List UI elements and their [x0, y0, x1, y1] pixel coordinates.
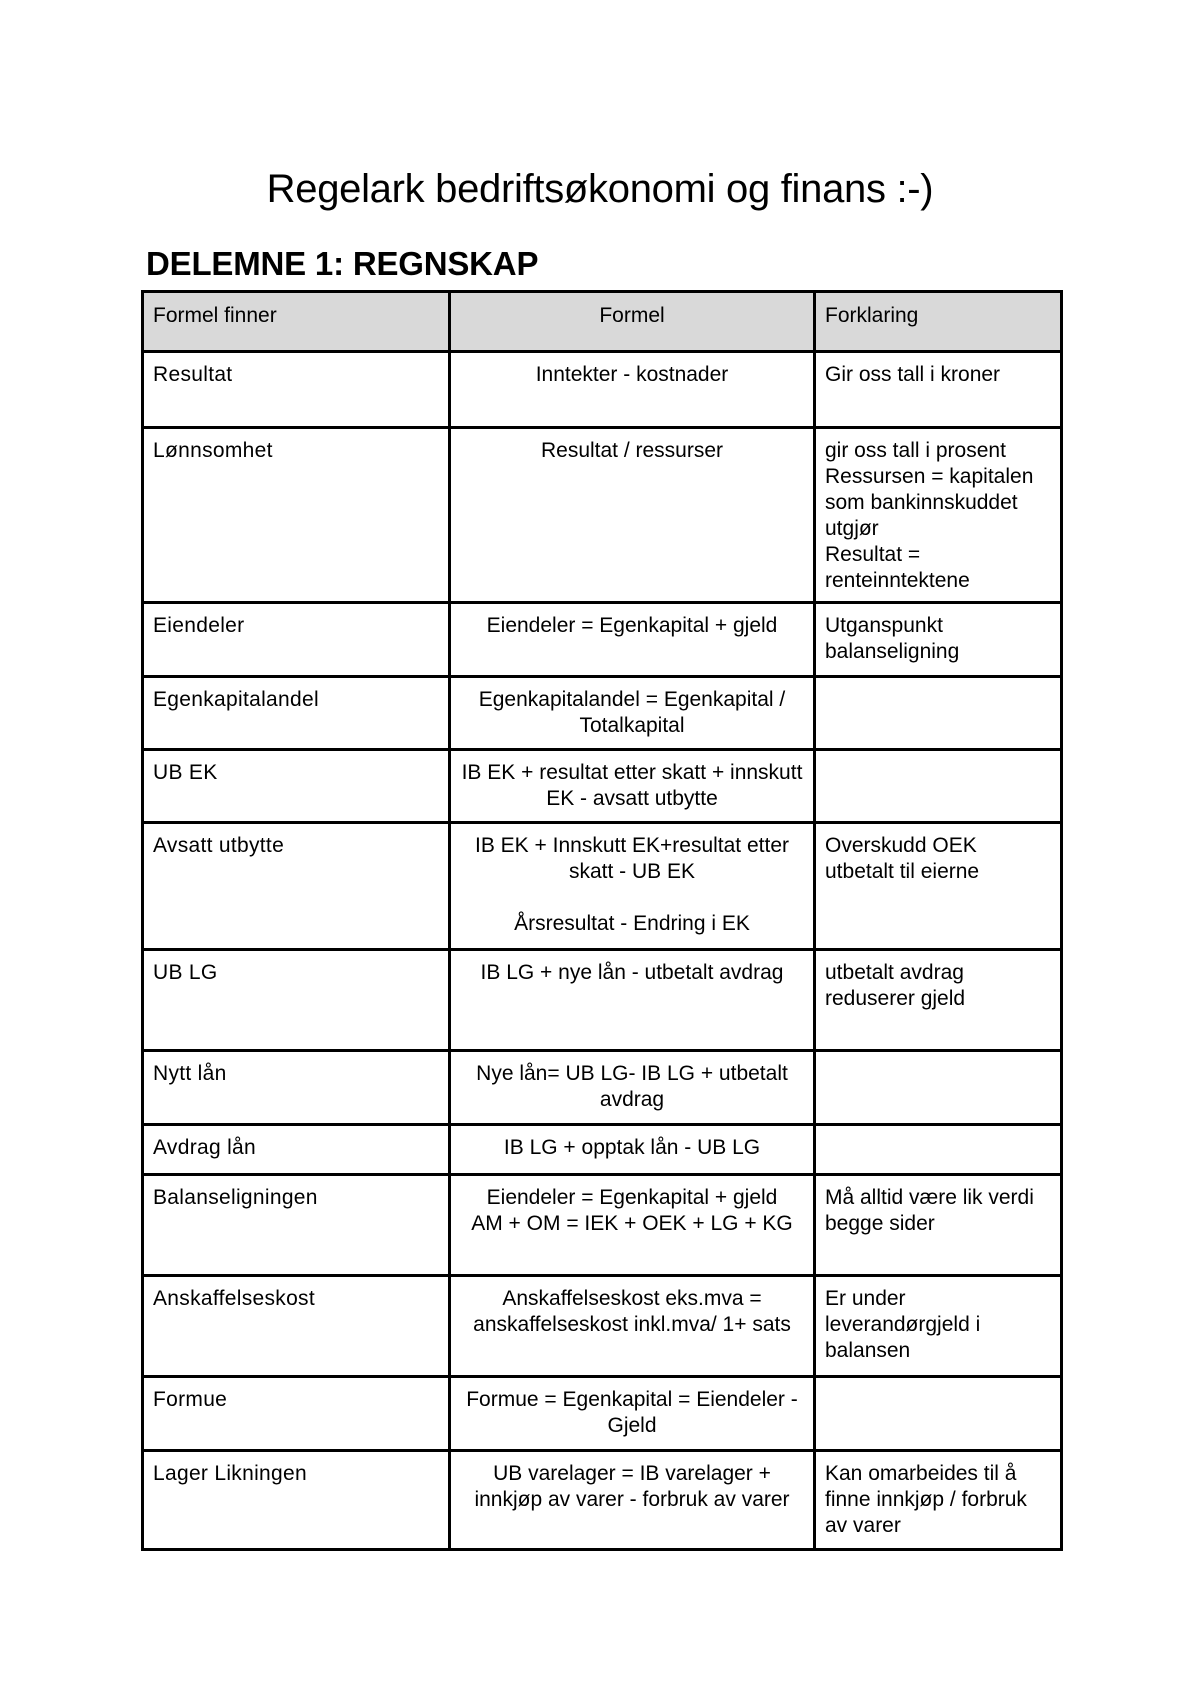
table-row	[143, 428, 1062, 603]
row-formula	[450, 1377, 815, 1451]
row-explanation	[815, 603, 1062, 677]
row-name: Avdrag lån	[143, 1125, 450, 1175]
row-name: Lager Likningen	[143, 1451, 450, 1550]
table-row	[143, 1451, 1062, 1550]
row-explanation	[815, 1451, 1062, 1550]
table-row	[143, 950, 1062, 1051]
row-formula	[450, 1125, 815, 1175]
row-explanation	[815, 428, 1062, 603]
header-row	[143, 292, 1062, 352]
row-formula	[450, 1175, 815, 1276]
row-formula	[450, 1051, 815, 1125]
row-formula	[450, 823, 815, 950]
formula-line: Eiendeler = Egenkapital + gjeld	[486, 1186, 778, 1209]
row-name: Anskaffelseskost	[143, 1276, 450, 1377]
formula-line: AM + OM = IEK + OEK + LG + KG	[471, 1212, 793, 1235]
explanation-text: Resultat = renteinntektene	[825, 543, 970, 592]
formula-line: IB EK + Innskutt EK+resultat etter skatt - UB EK	[475, 834, 789, 883]
row-formula	[450, 1276, 815, 1377]
formula-line: Inntekter - kostnader	[535, 363, 729, 386]
row-explanation	[815, 823, 1062, 950]
formula-line: Egenkapitalandel = Egenkapital / Totalkapital	[478, 688, 786, 737]
row-formula	[450, 603, 815, 677]
table-row	[143, 1125, 1062, 1175]
row-formula	[450, 1451, 815, 1550]
header-forklaring: Forklaring	[815, 292, 1062, 352]
formula-line: Formue = Egenkapital = Eiendeler - Gjeld	[466, 1388, 798, 1437]
table-row	[143, 750, 1062, 823]
row-formula	[450, 677, 815, 750]
explanation-text: Kan omarbeides til å finne innkjøp / forbruk av varer	[825, 1462, 1027, 1537]
table-row	[143, 1175, 1062, 1276]
table-row	[143, 352, 1062, 428]
row-name: UB LG	[143, 950, 450, 1051]
explanation-text: Må alltid være lik verdi begge sider	[825, 1186, 1034, 1235]
row-formula	[450, 750, 815, 823]
row-name: Resultat	[143, 352, 450, 428]
row-explanation	[815, 1175, 1062, 1276]
formula-gap	[460, 885, 804, 911]
explanation-text: gir oss tall i prosent	[825, 439, 1006, 462]
row-explanation	[815, 352, 1062, 428]
formula-line: Anskaffelseskost eks.mva = anskaffelseskost inkl.mva/ 1+ sats	[473, 1287, 791, 1336]
row-explanation	[815, 677, 1062, 750]
row-name: Egenkapitalandel	[143, 677, 450, 750]
row-formula	[450, 428, 815, 603]
row-formula	[450, 950, 815, 1051]
formula-line: IB LG + opptak lån - UB LG	[503, 1136, 761, 1159]
row-name: Eiendeler	[143, 603, 450, 677]
formula-line: Årsresultat - Endring i EK	[514, 912, 750, 935]
row-name: Nytt lån	[143, 1051, 450, 1125]
formula-line: Resultat / ressurser	[540, 439, 724, 462]
row-explanation	[815, 1377, 1062, 1451]
table-row	[143, 823, 1062, 950]
row-explanation	[815, 750, 1062, 823]
row-name: Formue	[143, 1377, 450, 1451]
header-formel: Formel	[450, 292, 815, 352]
page-title: Regelark bedriftsøkonomi og finans :-)	[266, 166, 934, 211]
row-explanation	[815, 1276, 1062, 1377]
table-row	[143, 1276, 1062, 1377]
row-explanation	[815, 1051, 1062, 1125]
formula-line: Nye lån= UB LG- IB LG + utbetalt avdrag	[476, 1062, 788, 1111]
explanation-text: Ressursen = kapitalen som bankinnskuddet utgjør	[825, 465, 1034, 540]
table-row	[143, 1377, 1062, 1451]
section-heading: DELEMNE 1: REGNSKAP	[146, 245, 539, 283]
table-row	[143, 603, 1062, 677]
row-name: Avsatt utbytte	[143, 823, 450, 950]
table-row	[143, 677, 1062, 750]
formula-line: IB EK + resultat etter skatt + innskutt EK - avsatt utbytte	[461, 761, 803, 810]
explanation-text: Utganspunkt balanseligning	[825, 614, 960, 663]
row-formula	[450, 352, 815, 428]
formula-table	[141, 290, 1063, 1551]
table-body	[143, 352, 1062, 1550]
explanation-text: Er under leverandørgjeld i balansen	[825, 1287, 981, 1362]
explanation-text: Overskudd OEK utbetalt til eierne	[825, 834, 980, 883]
row-name: UB EK	[143, 750, 450, 823]
header-formel-finner: Formel finner	[143, 292, 450, 352]
formula-line: Eiendeler = Egenkapital + gjeld	[486, 614, 778, 637]
row-name: Balanseligningen	[143, 1175, 450, 1276]
formula-line: IB LG + nye lån - utbetalt avdrag	[480, 961, 784, 984]
row-explanation	[815, 950, 1062, 1051]
row-name: Lønnsomhet	[143, 428, 450, 603]
explanation-text: Gir oss tall i kroner	[825, 363, 1001, 386]
explanation-text: utbetalt avdrag reduserer gjeld	[825, 961, 966, 1010]
table-header	[143, 292, 1062, 352]
formula-line: UB varelager = IB varelager + innkjøp av varer - forbruk av varer	[474, 1462, 790, 1511]
table-row	[143, 1051, 1062, 1125]
row-explanation	[815, 1125, 1062, 1175]
